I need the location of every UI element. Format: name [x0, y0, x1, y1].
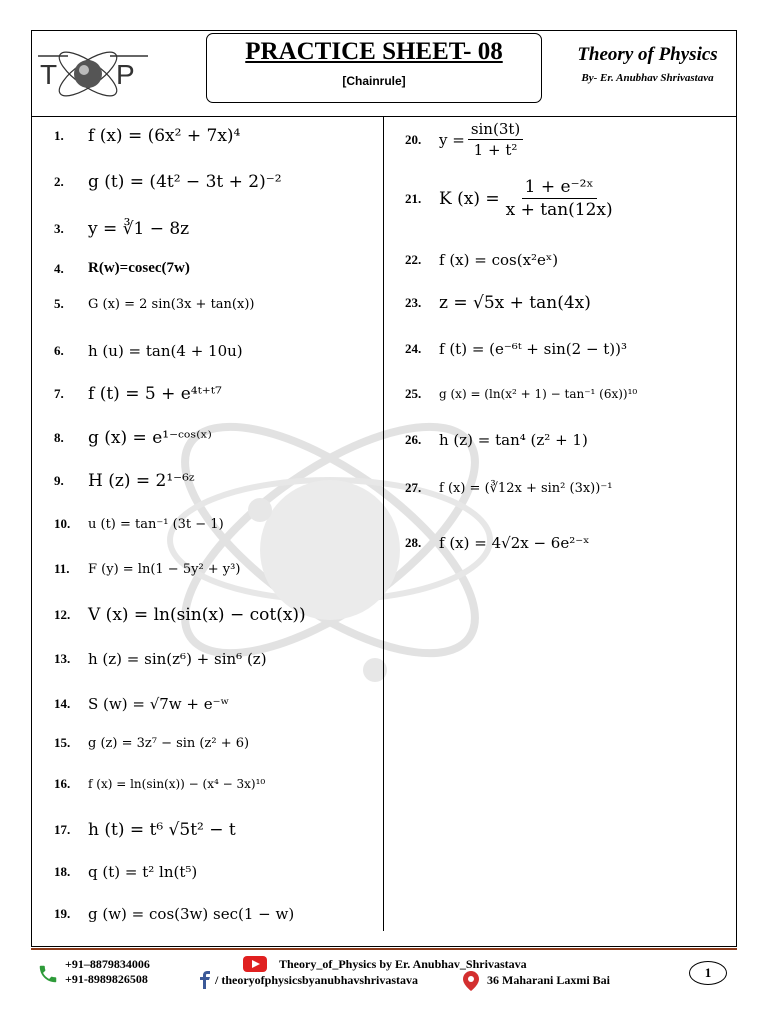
question-expr: u (t) = tan⁻¹ (3t − 1) — [88, 516, 224, 532]
question-item: 14. S (w) = √7w + e⁻ʷ — [54, 695, 230, 713]
svg-text:P: P — [116, 59, 135, 90]
question-expr: R(w)=cosec(7w) — [88, 260, 190, 276]
question-item: 7. f (t) = 5 + e⁴ᵗ⁺ᵗ⁷ — [54, 384, 222, 404]
fraction-numerator: 1 + e⁻²ˣ — [522, 177, 597, 199]
question-item: 15. g (z) = 3z⁷ − sin (z² + 6) — [54, 735, 250, 751]
footer — [31, 955, 737, 995]
fraction-numerator: sin(3t) — [468, 120, 523, 140]
question-expr: H (z) = 2¹⁻⁶ᶻ — [88, 471, 195, 491]
address: 36 Maharani Laxmi Bai — [487, 973, 611, 987]
question-expr: F (y) = ln(1 − 5y² + y³) — [88, 561, 241, 577]
question-expr: G (x) = 2 sin(3x + tan(x)) — [88, 296, 255, 312]
question-expr: h (u) = tan(4 + 10u) — [88, 342, 243, 360]
question-item: 3. y = ∛1 − 8z — [54, 219, 190, 239]
question-item: 25. g (x) = (ln(x² + 1) − tan⁻¹ (6x))¹⁰ — [405, 386, 638, 401]
question-item: 4. R(w)=cosec(7w) — [54, 260, 190, 276]
question-item: 1. f (x) = (6x² + 7x)⁴ — [54, 126, 241, 146]
question-item: 9. H (z) = 2¹⁻⁶ᶻ — [54, 471, 195, 491]
question-expr: g (x) = (ln(x² + 1) − tan⁻¹ (6x))¹⁰ — [439, 387, 638, 401]
question-expr-lhs: K (x) = — [439, 188, 500, 209]
question-item: 18. q (t) = t² ln(t⁵) — [54, 863, 198, 881]
question-item: 2. g (t) = (4t² − 3t + 2)⁻² — [54, 172, 282, 192]
fraction-denominator: 1 + t² — [473, 141, 518, 159]
column-divider — [383, 116, 384, 931]
question-item: 26. h (z) = tan⁴ (z² + 1) — [405, 431, 588, 449]
question-item: 8. g (x) = e¹⁻ᶜᵒˢ⁽ˣ⁾ — [54, 428, 212, 448]
question-expr: V (x) = ln(sin(x) − cot(x)) — [88, 605, 306, 625]
page-number: 1 — [689, 961, 727, 985]
question-expr: S (w) = √7w + e⁻ʷ — [88, 695, 230, 713]
question-item: 13. h (z) = sin(z⁶) + sin⁶ (z) — [54, 650, 267, 668]
question-item: 24. f (t) = (e⁻⁶ᵗ + sin(2 − t))³ — [405, 340, 628, 358]
question-expr: g (x) = e¹⁻ᶜᵒˢ⁽ˣ⁾ — [88, 428, 212, 448]
page-subtitle: [Chainrule] — [342, 74, 406, 88]
brand-block — [560, 44, 735, 84]
phone-number-1[interactable]: +91–8879834006 — [65, 957, 150, 971]
question-expr: q (t) = t² ln(t⁵) — [88, 863, 198, 881]
question-expr: f (t) = 5 + e⁴ᵗ⁺ᵗ⁷ — [88, 384, 222, 404]
question-expr: h (z) = sin(z⁶) + sin⁶ (z) — [88, 650, 267, 668]
brand-author: By- Er. Anubhav Shrivastava — [581, 72, 714, 84]
question-expr: f (x) = 4√2x − 6e²⁻ˣ — [439, 534, 590, 552]
question-expr: f (x) = (∛12x + sin² (3x))⁻¹ — [439, 480, 613, 496]
question-expr: f (x) = cos(x²eˣ) — [439, 251, 559, 269]
page-title: PRACTICE SHEET- 08 — [245, 38, 503, 65]
question-expr: g (z) = 3z⁷ − sin (z² + 6) — [88, 735, 250, 751]
question-item: 6. h (u) = tan(4 + 10u) — [54, 342, 243, 360]
fraction — [468, 120, 523, 159]
question-expr: g (t) = (4t² − 3t + 2)⁻² — [88, 172, 282, 192]
question-expr: h (z) = tan⁴ (z² + 1) — [439, 431, 588, 449]
question-expr: f (t) = (e⁻⁶ᵗ + sin(2 − t))³ — [439, 340, 628, 358]
question-item: 22. f (x) = cos(x²eˣ) — [405, 251, 559, 269]
fraction — [503, 177, 616, 220]
top-atom-logo — [38, 34, 188, 114]
question-item: 23. z = √5x + tan(4x) — [405, 293, 591, 313]
question-expr: y = ∛1 − 8z — [88, 219, 190, 239]
question-item: 11. F (y) = ln(1 − 5y² + y³) — [54, 561, 241, 577]
facebook-handle[interactable]: / theoryofphysicsbyanubhavshrivastava — [215, 973, 419, 987]
fraction-denominator: x + tan(12x) — [505, 200, 613, 220]
question-expr: h (t) = t⁶ √5t² − t — [88, 820, 236, 840]
youtube-channel[interactable]: Theory_of_Physics by Er. Anubhav_Shrivastava — [279, 957, 527, 971]
question-expr: f (x) = ln(sin(x)) − (x⁴ − 3x)¹⁰ — [88, 777, 266, 791]
brand-name: Theory of Physics — [577, 44, 718, 65]
question-item: 12. V (x) = ln(sin(x) − cot(x)) — [54, 605, 306, 625]
question-item: 20. y = $\frac{\sin(3t)}{\text{1 + t²}}$ — [405, 120, 526, 159]
question-item: 10. u (t) = tan⁻¹ (3t − 1) — [54, 516, 224, 532]
question-expr: f (x) = (6x² + 7x)⁴ — [88, 126, 241, 146]
title-box — [206, 33, 542, 103]
question-item: 28. f (x) = 4√2x − 6e²⁻ˣ — [405, 534, 590, 552]
svg-text:T: T — [40, 59, 58, 90]
location-pin-icon — [463, 971, 479, 991]
question-item: 17. h (t) = t⁶ √5t² − t — [54, 820, 236, 840]
question-item: 19. g (w) = cos(3w) sec(1 − w) — [54, 905, 295, 923]
phone-icon — [37, 963, 59, 985]
question-expr: z = √5x + tan(4x) — [439, 293, 591, 313]
footer-rule — [31, 948, 737, 950]
question-item: 21. K (x) = $\frac{\text{1 + e⁻²ˣ}}{x + \tan(12x)}$ — [405, 177, 619, 220]
facebook-icon — [199, 971, 211, 989]
phone-number-2[interactable]: +91-8989826508 — [65, 972, 148, 986]
question-item: 16. f (x) = ln(sin(x)) − (x⁴ − 3x)¹⁰ — [54, 776, 266, 791]
header-divider — [31, 116, 737, 117]
question-expr: g (w) = cos(3w) sec(1 − w) — [88, 905, 295, 923]
youtube-icon — [243, 956, 267, 972]
phone-numbers — [65, 957, 150, 987]
question-item: 27. f (x) = (∛12x + sin² (3x))⁻¹ — [405, 480, 613, 496]
question-item: 5. G (x) = 2 sin(3x + tan(x)) — [54, 296, 255, 312]
question-expr-lhs: y = — [439, 130, 465, 149]
